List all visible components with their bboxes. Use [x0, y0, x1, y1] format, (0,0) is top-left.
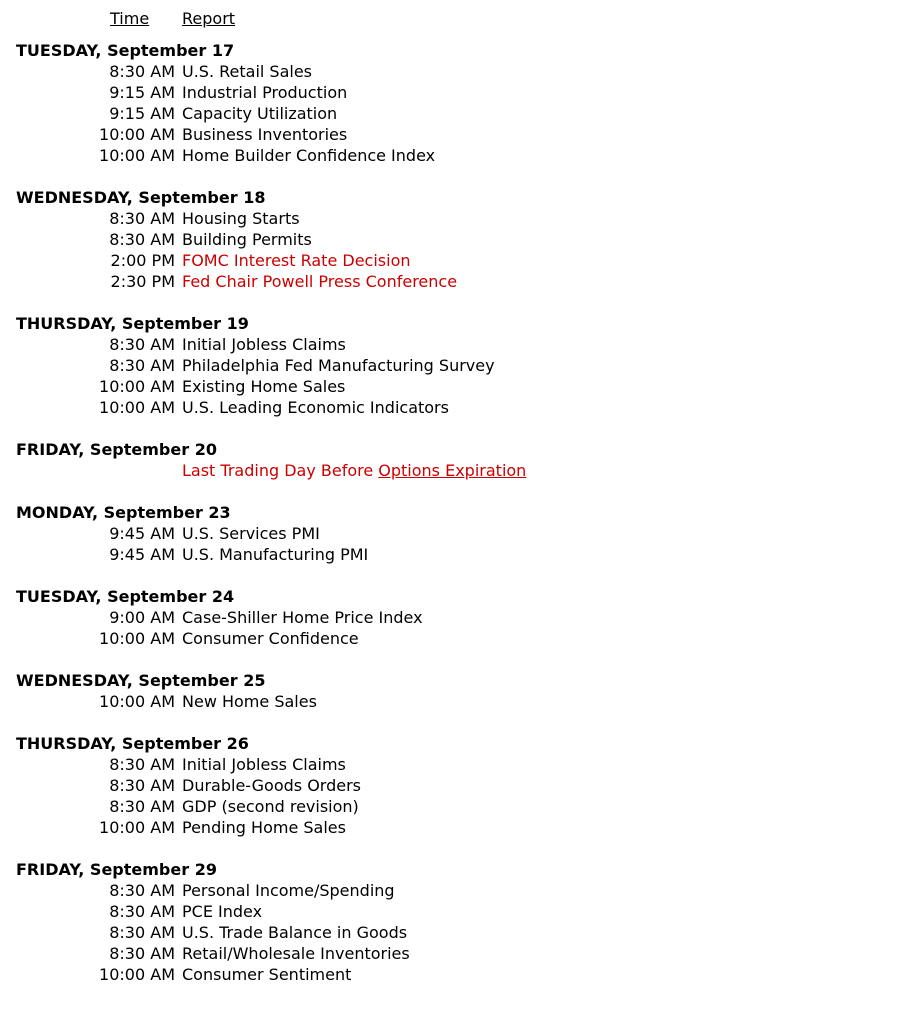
- event-row: [0, 397, 900, 418]
- event-row: [0, 145, 900, 166]
- event-row: [0, 82, 900, 103]
- event-report-text: New Home Sales: [182, 692, 317, 711]
- event-report: [182, 628, 359, 649]
- event-report: [182, 754, 346, 775]
- event-report-text: U.S. Trade Balance in Goods: [182, 923, 408, 942]
- event-row: [0, 796, 900, 817]
- event-row: [0, 943, 900, 964]
- day-section: [0, 859, 900, 985]
- event-row: [0, 61, 900, 82]
- event-report: [182, 82, 347, 103]
- event-row: [0, 817, 900, 838]
- event-report: [182, 145, 435, 166]
- event-time: 10:00 AM: [99, 629, 175, 648]
- options-expiration-link[interactable]: Options Expiration: [378, 461, 527, 480]
- event-time: 8:30 AM: [109, 797, 175, 816]
- event-time: 8:30 AM: [109, 356, 175, 375]
- event-report-text: Existing Home Sales: [182, 377, 346, 396]
- event-time: 2:30 PM: [110, 272, 175, 291]
- event-row: [0, 376, 900, 397]
- event-report: [182, 943, 410, 964]
- event-row: [0, 754, 900, 775]
- event-report: [182, 334, 346, 355]
- event-report-text: PCE Index: [182, 902, 263, 921]
- event-report-text: Industrial Production: [182, 83, 348, 102]
- event-time: 10:00 AM: [99, 377, 175, 396]
- event-report: [182, 817, 346, 838]
- event-row: [0, 355, 900, 376]
- day-title: MONDAY, September 23: [16, 503, 231, 522]
- event-report: [182, 124, 347, 145]
- event-report: [182, 208, 300, 229]
- event-report: [182, 460, 526, 481]
- day-title: TUESDAY, September 17: [16, 41, 235, 60]
- event-report-text: Durable-Goods Orders: [182, 776, 362, 795]
- event-report: [182, 796, 359, 817]
- event-report: [182, 61, 312, 82]
- day-section: [0, 586, 900, 649]
- event-report-text: Retail/Wholesale Inventories: [182, 944, 410, 963]
- event-time: 10:00 AM: [99, 125, 175, 144]
- day-section: [0, 733, 900, 838]
- event-time: 8:30 AM: [109, 62, 175, 81]
- event-report: [182, 922, 407, 943]
- event-report-text: Initial Jobless Claims: [182, 335, 346, 354]
- event-row: [0, 460, 900, 481]
- time-column-header: Time: [110, 9, 150, 28]
- event-time: 8:30 AM: [109, 755, 175, 774]
- event-row: [0, 229, 900, 250]
- event-time: 8:30 AM: [109, 230, 175, 249]
- event-report-text: Consumer Sentiment: [182, 965, 352, 984]
- event-report: [182, 229, 312, 250]
- event-time: 9:45 AM: [109, 545, 175, 564]
- event-row: [0, 271, 900, 292]
- event-report: [182, 544, 368, 565]
- event-time: 8:30 AM: [109, 923, 175, 942]
- day-title: FRIDAY, September 20: [16, 440, 217, 459]
- event-report-text: Fed Chair Powell Press Conference: [182, 272, 458, 291]
- event-time: 8:30 AM: [109, 776, 175, 795]
- event-time: 8:30 AM: [109, 209, 175, 228]
- event-row: [0, 691, 900, 712]
- event-report: [182, 523, 320, 544]
- event-row: [0, 208, 900, 229]
- event-report-text: Last Trading Day Before: [182, 461, 379, 480]
- event-time: 8:30 AM: [109, 944, 175, 963]
- event-row: [0, 964, 900, 985]
- event-report: [182, 397, 449, 418]
- report-column-header: Report: [182, 9, 236, 28]
- event-row: [0, 607, 900, 628]
- event-report-text: Personal Income/Spending: [182, 881, 395, 900]
- event-time: 10:00 AM: [99, 146, 175, 165]
- day-title: TUESDAY, September 24: [16, 587, 235, 606]
- event-time: 9:45 AM: [109, 524, 175, 543]
- event-time: 8:30 AM: [109, 335, 175, 354]
- day-section: [0, 502, 900, 565]
- day-section: [0, 40, 900, 166]
- event-report-text: Business Inventories: [182, 125, 348, 144]
- day-title: THURSDAY, September 26: [16, 734, 249, 753]
- event-time: 8:30 AM: [109, 881, 175, 900]
- event-report: [182, 355, 495, 376]
- event-report: [182, 103, 337, 124]
- day-section: [0, 439, 900, 481]
- day-section: [0, 187, 900, 292]
- event-row: [0, 523, 900, 544]
- event-report-text: FOMC Interest Rate Decision: [182, 251, 411, 270]
- day-title: THURSDAY, September 19: [16, 314, 249, 333]
- event-report-text: Consumer Confidence: [182, 629, 359, 648]
- event-row: [0, 880, 900, 901]
- event-row: [0, 250, 900, 271]
- event-report: [182, 775, 361, 796]
- event-time: 9:00 AM: [109, 608, 175, 627]
- event-row: [0, 775, 900, 796]
- event-row: [0, 544, 900, 565]
- event-report: [182, 271, 457, 292]
- event-report-text: U.S. Manufacturing PMI: [182, 545, 369, 564]
- event-report-text: Case-Shiller Home Price Index: [182, 608, 423, 627]
- event-time: 8:30 AM: [109, 902, 175, 921]
- event-report: [182, 250, 411, 271]
- event-time: 2:00 PM: [110, 251, 175, 270]
- day-title: FRIDAY, September 29: [16, 860, 217, 879]
- event-report: [182, 880, 395, 901]
- event-time: 9:15 AM: [109, 104, 175, 123]
- event-row: [0, 103, 900, 124]
- event-report-text: Housing Starts: [182, 209, 300, 228]
- event-report: [182, 964, 351, 985]
- day-section: [0, 670, 900, 712]
- event-report-text: Initial Jobless Claims: [182, 755, 346, 774]
- event-report-text: Home Builder Confidence Index: [182, 146, 436, 165]
- event-report-text: Building Permits: [182, 230, 312, 249]
- day-section: [0, 313, 900, 418]
- event-report: [182, 901, 262, 922]
- event-time: 10:00 AM: [99, 818, 175, 837]
- event-row: [0, 124, 900, 145]
- event-row: [0, 628, 900, 649]
- event-report-text: GDP (second revision): [182, 797, 359, 816]
- event-report-text: U.S. Services PMI: [182, 524, 320, 543]
- event-report-text: Capacity Utilization: [182, 104, 338, 123]
- event-report-text: Pending Home Sales: [182, 818, 346, 837]
- event-row: [0, 334, 900, 355]
- event-time: 9:15 AM: [109, 83, 175, 102]
- economic-calendar: [0, 40, 900, 1006]
- event-time: 10:00 AM: [99, 692, 175, 711]
- event-report-text: Philadelphia Fed Manufacturing Survey: [182, 356, 495, 375]
- event-report: [182, 691, 317, 712]
- day-title: WEDNESDAY, September 18: [16, 188, 266, 207]
- event-report-text: U.S. Retail Sales: [182, 62, 313, 81]
- event-row: [0, 901, 900, 922]
- event-report: [182, 607, 423, 628]
- event-report-text: U.S. Leading Economic Indicators: [182, 398, 449, 417]
- day-title: WEDNESDAY, September 25: [16, 671, 266, 690]
- event-report: [182, 376, 345, 397]
- event-time: 10:00 AM: [99, 965, 175, 984]
- column-header: [0, 8, 900, 29]
- event-time: 10:00 AM: [99, 398, 175, 417]
- event-row: [0, 922, 900, 943]
